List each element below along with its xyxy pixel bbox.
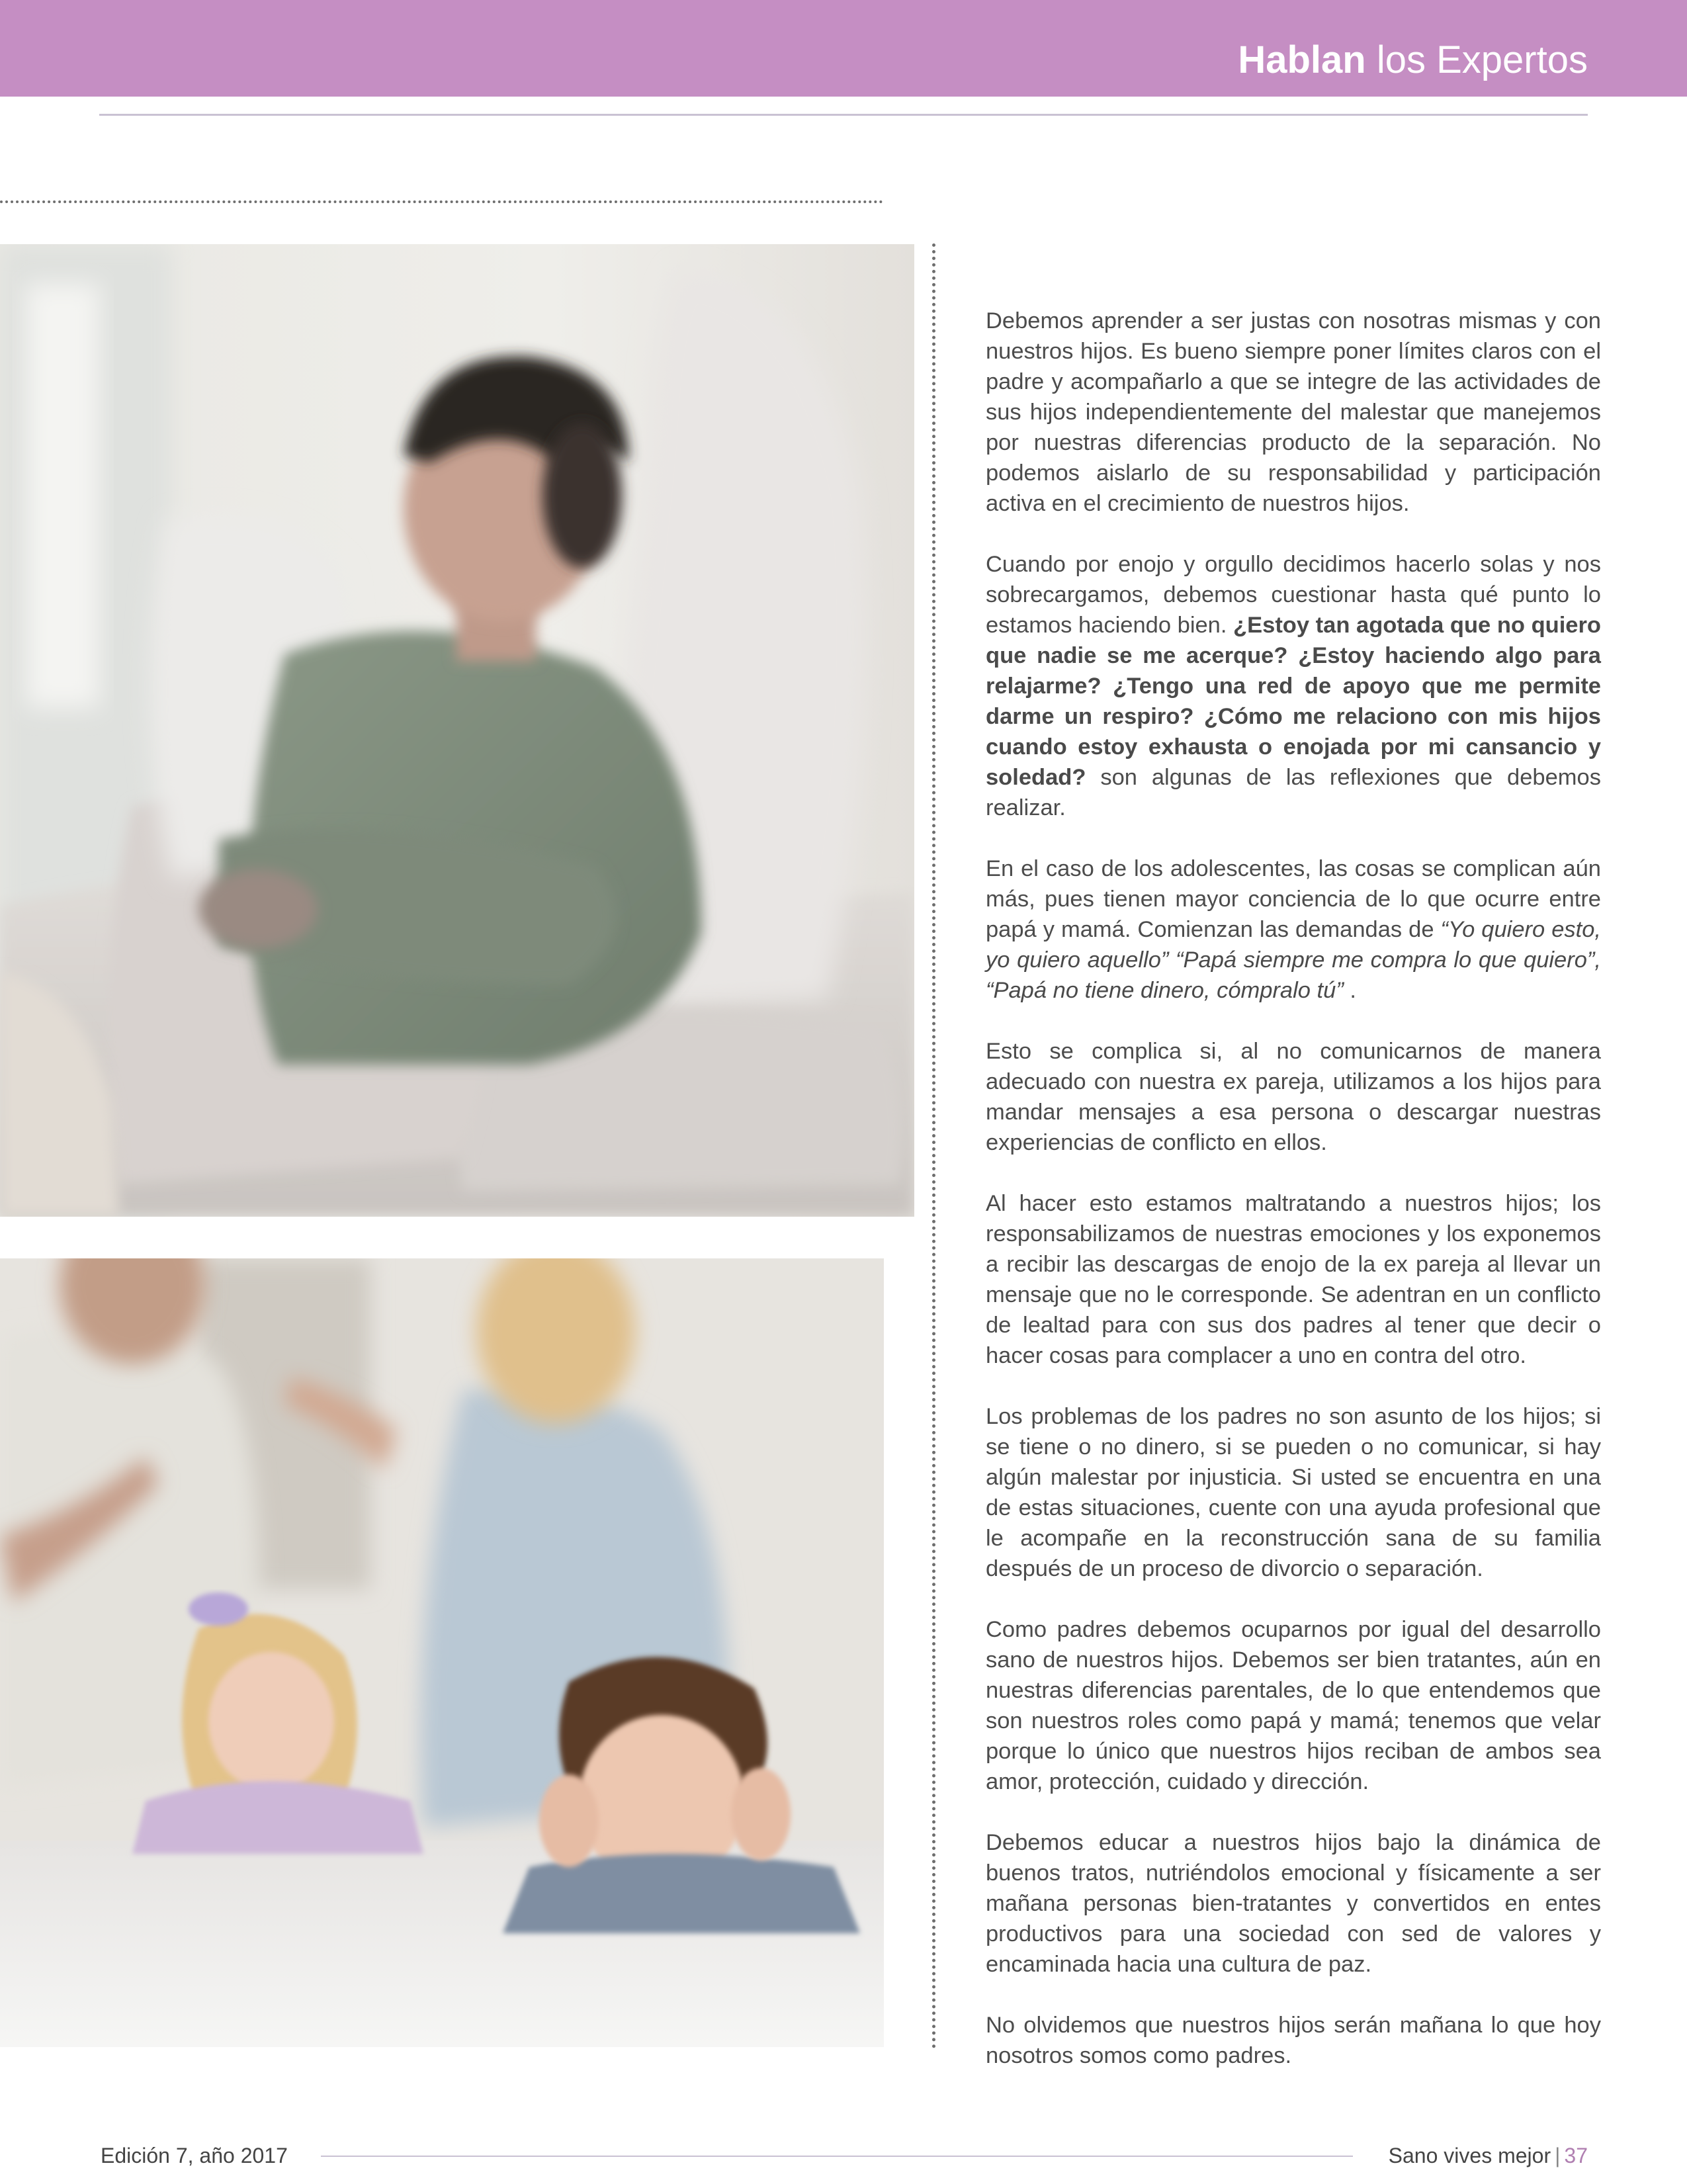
footer-edition: Edición 7, año 2017	[101, 2144, 288, 2167]
article-paragraph-with-quotes	[986, 853, 1601, 1006]
article-paragraph: Debemos aprender a ser justas con nosotras mismas y con nuestros hijos. Es bueno siempre poner límites claros con el padre y acompañarlo a que se integre de las actividades de sus hijos independientemente del malestar que manejemos por nuestras diferencias producto de la separación. No podemos aislarlo de su responsabilidad y participación activa en el crecimiento de nuestros hijos.	[986, 308, 1601, 516]
paragraph-intro-text: En el caso de los adolescentes, las cosas se complican aún más, pues tienen mayor conciencia de lo que ocurre entre papá y mamá. Comienzan las demandas de	[986, 856, 1601, 942]
magazine-name: Sano vives mejor	[1388, 2144, 1551, 2167]
article-paragraph: Al hacer esto estamos maltratando a nuestros hijos; los responsabilizamos de nuestras emociones y los exponemos a recibir las descargas de enojo de la ex pareja al llevar un mensaje que no le corresponde. Se adentran en un conflicto de lealtad para con sus dos padres al tener que decir o hacer cosas para complacer a uno en contra del otro.	[986, 1191, 1601, 1368]
article-paragraph: Esto se complica si, al no comunicarnos de manera adecuado con nuestra ex pareja, utilizamos a los hijos para mandar mensajes a esa persona o descargar nuestras experiencias de conflicto en ellos.	[986, 1039, 1601, 1155]
footer-rule	[321, 2156, 1353, 2157]
paragraph-closing-text: .	[1343, 978, 1356, 1003]
page-number: 37	[1564, 2144, 1588, 2167]
paragraph-intro-text: Cuando por enojo y orgullo decidimos hacerlo solas y nos sobrecargamos, debemos cuestionar hasta qué punto lo estamos haciendo bien.	[986, 552, 1601, 638]
section-title	[1238, 38, 1588, 81]
article-paragraph: Debemos educar a nuestros hijos bajo la dinámica de buenos tratos, nutriéndolos emocional y físicamente a ser mañana personas bien-tratantes y convertidos en entes productivos para una sociedad con sed de valores y encaminada hacia una cultura de paz.	[986, 1830, 1601, 1977]
paragraph-closing-text: son algunas de las reflexiones que debemos realizar.	[986, 765, 1601, 820]
footer-separator: |	[1555, 2144, 1561, 2167]
dotted-divider-vertical	[932, 243, 935, 2050]
photo-children-covering-ears	[0, 1258, 884, 2047]
header-rule	[99, 114, 1588, 116]
section-title-strong: Hablan	[1238, 38, 1366, 81]
article-paragraph: No olvidemos que nuestros hijos serán mañana lo que hoy nosotros somos como padres.	[986, 2013, 1601, 2068]
article-body	[986, 306, 1601, 2071]
dotted-divider-top	[0, 200, 883, 203]
photo-children-illustration	[0, 1258, 884, 2047]
teen-demand-quotes: “Yo quiero esto, yo quiero aquello” “Papá siempre me compra lo que quiero”, “Papá no tiene dinero, cómpralo tú”	[986, 917, 1601, 1003]
photo-father-on-sofa	[0, 244, 914, 1217]
article-paragraph-with-questions	[986, 549, 1601, 823]
section-title-light: los Expertos	[1376, 38, 1588, 81]
footer-magazine-info	[1389, 2144, 1588, 2168]
reflection-questions: ¿Estoy tan agotada que no quiero que nadie se me acerque? ¿Estoy haciendo algo para relajarme? ¿Tengo una red de apoyo que me permite darme un respiro? ¿Cómo me relaciono con mis hijos cuando estoy exhausta o enojada por mi cansancio y soledad?	[986, 613, 1601, 790]
article-paragraph: Como padres debemos ocuparnos por igual del desarrollo sano de nuestros hijos. Debemos ser bien tratantes, aún en nuestras diferencias parentales, de lo que entendemos que son nuestros roles como papá y mamá; tenemos que velar porque lo único que nuestros hijos reciban de ambos sea amor, protección, cuidado y dirección.	[986, 1617, 1601, 1794]
article-paragraph: Los problemas de los padres no son asunto de los hijos; si se tiene o no dinero, si se pueden o no comunicar, si hay algún malestar por injusticia. Si usted se encuentra en una de estas situaciones, cuente con una ayuda profesional que le acompañe en la reconstrucción sana de su familia después de un proceso de divorcio o separación.	[986, 1404, 1601, 1581]
photo-father-illustration	[0, 244, 914, 1217]
